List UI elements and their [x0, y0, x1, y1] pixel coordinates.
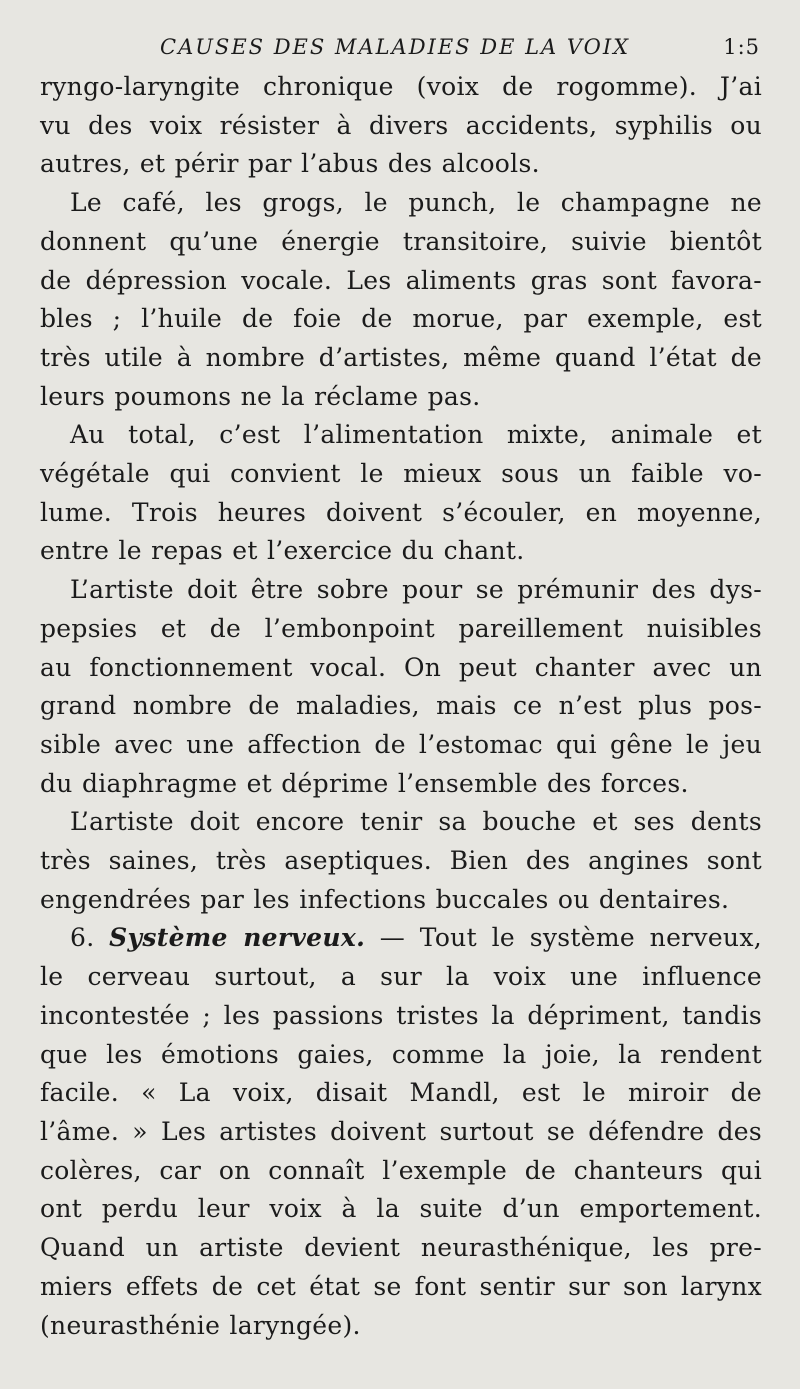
text-line [40, 919, 762, 958]
text-line: L’artiste doit encore tenir sa bouche et ses dents [70, 807, 762, 837]
text-line: pepsies et de l’embonpoint pareillement nuisibles [40, 613, 762, 643]
section-intro: — Tout le système nerveux, [365, 923, 762, 953]
text-line: bles ; l’huile de foie de morue, par exemple, est [40, 304, 762, 334]
text-line: Le café, les grogs, le punch, le champagne ne [70, 188, 762, 218]
text-line: donnent qu’une énergie transitoire, suivie bientôt [40, 226, 762, 256]
text-line: très saines, très aseptiques. Bien des angines sont [40, 846, 762, 876]
text-line: incontestée ; les passions tristes la dépriment, tandis [40, 1000, 762, 1030]
text-line: ont perdu leur voix à la suite d’un emportement. [40, 1194, 762, 1224]
text-line: l’âme. » Les artistes doivent surtout se défendre des [40, 1116, 762, 1146]
text-line: leurs poumons ne la réclame pas. [40, 381, 481, 411]
text-line: végétale qui convient le mieux sous un faible vo- [40, 459, 762, 489]
running-head [40, 32, 762, 68]
text-line: miers effets de cet état se font sentir sur son larynx [40, 1271, 762, 1301]
text-line: Quand un artiste devient neurasthénique, les pre- [40, 1233, 762, 1263]
text-line: engendrées par les infections buccales ou dentaires. [40, 884, 730, 914]
text-line: autres, et périr par l’abus des alcools. [40, 149, 540, 179]
text-line: vu des voix résister à divers accidents, syphilis ou [40, 110, 762, 140]
text-line: de dépression vocale. Les aliments gras sont favora- [40, 265, 762, 295]
text-line: lume. Trois heures doivent s’écouler, en moyenne, [40, 497, 762, 527]
text-line: du diaphragme et déprime l’ensemble des forces. [40, 768, 689, 798]
text-line: colères, car on connaît l’exemple de chanteurs qui [40, 1155, 762, 1185]
text-line: au fonctionnement vocal. On peut chanter avec un [40, 652, 762, 682]
section-title: Système nerveux. [109, 923, 366, 953]
text-line: facile. « La voix, disait Mandl, est le miroir de [40, 1078, 762, 1108]
text-line: entre le repas et l’exercice du chant. [40, 536, 525, 566]
text-line: le cerveau surtout, a sur la voix une influence [40, 962, 762, 992]
text-line: Au total, c’est l’alimentation mixte, animale et [70, 420, 762, 450]
body-text [40, 68, 762, 1345]
running-title: CAUSES DES MALADIES DE LA VOIX [160, 35, 631, 59]
text-line: que les émotions gaies, comme la joie, la rendent [40, 1039, 762, 1069]
text-line: (neurasthénie laryngée). [40, 1310, 361, 1340]
page-number: 1:5 [723, 35, 760, 59]
section-number: 6. [70, 923, 110, 953]
text-line: grand nombre de maladies, mais ce n’est plus pos- [40, 691, 762, 721]
text-line: sible avec une affection de l’estomac qui gêne le jeu [40, 729, 762, 759]
text-line: très utile à nombre d’artistes, même quand l’état de [40, 342, 762, 372]
text-line: ryngo-laryngite chronique (voix de rogomme). J’ai [40, 72, 762, 101]
text-line: L’artiste doit être sobre pour se prémunir des dys- [70, 575, 762, 605]
